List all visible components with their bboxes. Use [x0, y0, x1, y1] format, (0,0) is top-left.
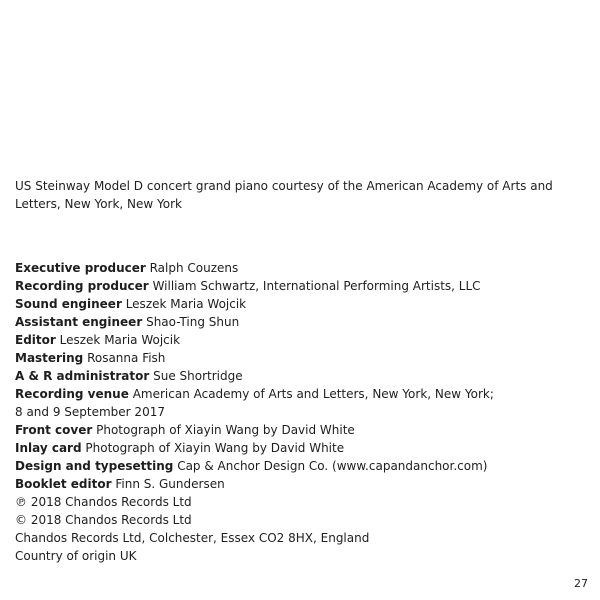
credit-role: Inlay card	[15, 441, 82, 455]
credit-role: Executive producer	[15, 261, 146, 275]
credit-line-continuation	[15, 403, 575, 421]
credit-line	[15, 277, 575, 295]
credit-value: Finn S. Gundersen	[115, 477, 225, 491]
credit-line	[15, 259, 575, 277]
credit-value: Photograph of Xiayin Wang by David White	[85, 441, 345, 455]
credit-value: Photograph of Xiayin Wang by David White	[96, 423, 355, 437]
credit-value: Cap & Anchor Design Co. (www.capandanchor.com)	[177, 459, 488, 473]
credit-line	[15, 421, 575, 439]
credit-value: Leszek Maria Wojcik	[125, 297, 247, 311]
credit-value: Leszek Maria Wojcik	[59, 333, 181, 347]
credit-role: Sound engineer	[15, 297, 122, 311]
credit-role: Front cover	[15, 423, 93, 437]
credit-line	[15, 385, 575, 403]
piano-courtesy-text: US Steinway Model D concert grand piano courtesy of the American Academy of Arts and Letters, New York, New York	[15, 179, 553, 211]
credit-line	[15, 457, 575, 475]
phonographic-copyright: ℗ 2018 Chandos Records Ltd	[15, 495, 192, 509]
credit-line	[15, 295, 575, 313]
credit-role: Mastering	[15, 351, 84, 365]
credit-value: Ralph Couzens	[149, 261, 239, 275]
credit-line	[15, 439, 575, 457]
piano-courtesy-note	[15, 177, 575, 213]
credit-value: Shao-Ting Shun	[146, 315, 240, 329]
credits-list	[15, 259, 575, 565]
credit-role: Assistant engineer	[15, 315, 143, 329]
credit-role: Recording venue	[15, 387, 129, 401]
credit-line	[15, 331, 575, 349]
credit-role: Booklet editor	[15, 477, 112, 491]
credit-value: Sue Shortridge	[153, 369, 243, 383]
credit-value: Rosanna Fish	[87, 351, 166, 365]
credit-role: Editor	[15, 333, 56, 347]
credit-line	[15, 475, 575, 493]
label-address: Chandos Records Ltd, Colchester, Essex CO2 8HX, England	[15, 531, 370, 545]
credit-line	[15, 349, 575, 367]
country-of-origin: Country of origin UK	[15, 549, 137, 563]
copyright: © 2018 Chandos Records Ltd	[15, 513, 192, 527]
credit-value: William Schwartz, International Performing Artists, LLC	[152, 279, 481, 293]
credit-value: 8 and 9 September 2017	[15, 405, 165, 419]
credit-role: Recording producer	[15, 279, 149, 293]
credit-line	[15, 313, 575, 331]
credit-line	[15, 367, 575, 385]
credit-role: A & R administrator	[15, 369, 150, 383]
page-number: 27	[574, 577, 588, 590]
credit-value: American Academy of Arts and Letters, New York, New York;	[132, 387, 494, 401]
credit-role: Design and typesetting	[15, 459, 174, 473]
